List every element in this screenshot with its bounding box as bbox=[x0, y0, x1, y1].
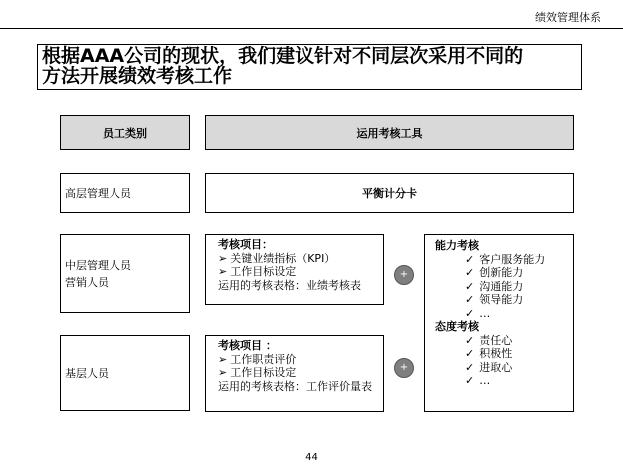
checkmark-icon: ✓ bbox=[465, 293, 475, 306]
plus-icon: + bbox=[394, 265, 414, 285]
senior-management-label: 高层管理人员 bbox=[65, 186, 131, 200]
ability-assessment-title: 能力考核 bbox=[435, 239, 479, 252]
middle-management-label: 中层管理人员 bbox=[65, 258, 131, 272]
list-item: ✓ 创新能力 bbox=[465, 266, 524, 279]
checkmark-icon: ✓ bbox=[465, 360, 475, 374]
list-item: ✓ 沟通能力 bbox=[465, 279, 524, 293]
arrow-bullet-icon: ➢ bbox=[218, 265, 228, 278]
header-divider bbox=[0, 28, 623, 29]
base-assessment-box bbox=[205, 335, 384, 412]
checkmark-icon: ✓ bbox=[465, 266, 475, 279]
middle-assessment-title: 考核项目： bbox=[218, 238, 273, 251]
list-item: ➢ 工作目标设定 bbox=[218, 265, 297, 278]
list-item: ➢ 工作目标设定 bbox=[218, 366, 297, 379]
checkmark-icon: ✓ bbox=[465, 306, 475, 320]
base-assessment-title: 考核项目 ： bbox=[218, 339, 277, 352]
checkmark-icon: ✓ bbox=[465, 252, 475, 266]
middle-assessment-box bbox=[205, 234, 384, 305]
list-item: ✓ 责任心 bbox=[465, 333, 513, 347]
list-item: ✓ 积极性 bbox=[465, 347, 513, 360]
base-staff-label: 基层人员 bbox=[65, 366, 109, 380]
employee-category-header: 员工类别 bbox=[60, 115, 190, 150]
arrow-bullet-icon: ➢ bbox=[218, 366, 228, 379]
arrow-bullet-icon: ➢ bbox=[218, 251, 228, 265]
list-item: ✓ … bbox=[465, 306, 491, 320]
balanced-scorecard-cell bbox=[205, 173, 574, 213]
page-number: 44 bbox=[305, 452, 318, 463]
checkmark-icon: ✓ bbox=[465, 333, 475, 347]
middle-form-text: 运用的考核表格：业绩考核表 bbox=[218, 278, 361, 292]
base-staff-cell bbox=[60, 335, 190, 411]
list-item: ✓ 进取心 bbox=[465, 360, 513, 374]
balanced-scorecard-label: 平衡计分卡 bbox=[362, 187, 417, 200]
list-item: ✓ 客户服务能力 bbox=[465, 252, 546, 266]
arrow-bullet-icon: ➢ bbox=[218, 352, 228, 366]
header-title: 绩效管理体系 bbox=[535, 11, 601, 24]
attitude-assessment-title: 态度考核 bbox=[435, 320, 479, 333]
list-item: ✓ … bbox=[465, 374, 491, 387]
list-item: ➢ 工作职责评价 bbox=[218, 352, 297, 366]
plus-icon: + bbox=[394, 358, 414, 378]
list-item: ➢ 关键业绩指标（KPI） bbox=[218, 251, 336, 265]
checkmark-icon: ✓ bbox=[465, 347, 475, 360]
base-form-text: 运用的考核表格：工作评价量表 bbox=[218, 379, 372, 393]
checkmark-icon: ✓ bbox=[465, 279, 475, 293]
list-item: ✓ 领导能力 bbox=[465, 293, 524, 306]
competency-assessment-box bbox=[424, 234, 574, 412]
middle-management-cell bbox=[60, 234, 190, 313]
headline: 根据AAA公司的现状，我们建议针对不同层次采用不同的 方法开展绩效考核工作 bbox=[37, 44, 582, 90]
sales-staff-label: 营销人员 bbox=[65, 275, 109, 289]
assessment-tool-header: 运用考核工具 bbox=[205, 115, 574, 150]
checkmark-icon: ✓ bbox=[465, 374, 475, 387]
senior-management-cell bbox=[60, 173, 190, 213]
